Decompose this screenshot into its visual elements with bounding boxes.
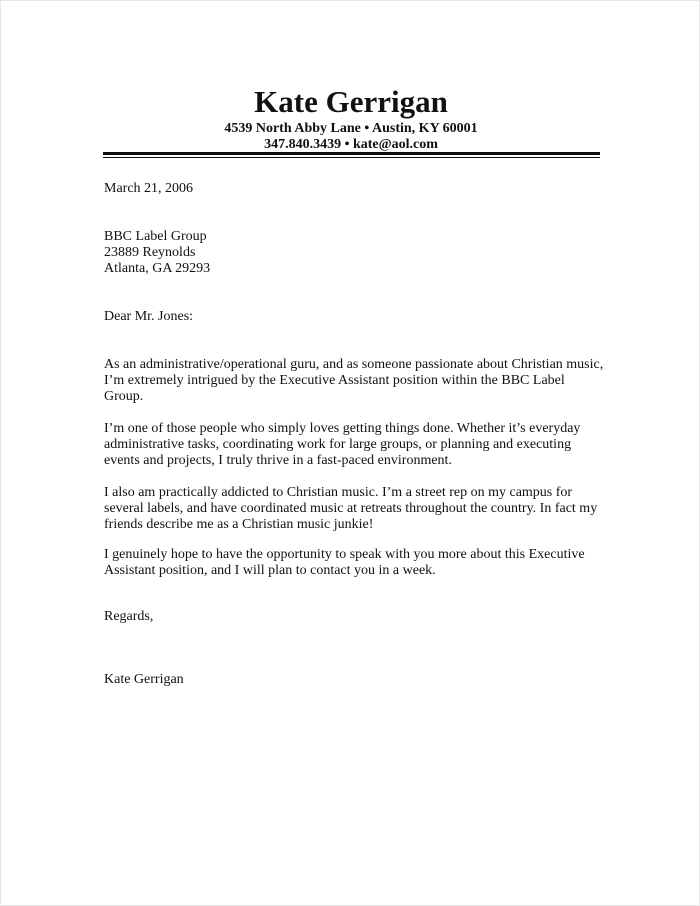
- letterhead: [1, 83, 700, 153]
- paragraph-line: I’m one of those people who simply loves getting things done. Whether it’s everyday: [104, 421, 581, 436]
- body-paragraph: [104, 421, 604, 469]
- body-paragraph: [104, 485, 604, 533]
- paragraph-line: Group.: [104, 389, 144, 404]
- paragraph-line: I also am practically addicted to Christian music. I’m a street rep on my campus for: [104, 485, 573, 500]
- signature-name: Kate Gerrigan: [104, 672, 184, 687]
- paragraph-line: administrative tasks, coordinating work for large groups, or planning and executing: [104, 437, 572, 452]
- body-paragraph: [104, 547, 604, 579]
- paragraph-line: I genuinely hope to have the opportunity to speak with you more about this Executive: [104, 547, 585, 562]
- sender-name: Kate Gerrigan: [254, 84, 448, 119]
- sender-contact: 347.840.3439 • kate@aol.com: [264, 137, 438, 152]
- letterhead-divider-thin: [103, 157, 600, 158]
- recipient-address: [104, 229, 604, 277]
- recipient-city: Atlanta, GA 29293: [104, 261, 211, 276]
- recipient-street: 23889 Reynolds: [104, 245, 196, 260]
- letterhead-divider-thick: [103, 152, 600, 155]
- closing: Regards,: [104, 609, 154, 624]
- paragraph-line: Assistant position, and I will plan to contact you in a week.: [104, 563, 436, 578]
- body-paragraph: [104, 357, 604, 405]
- recipient-company: BBC Label Group: [104, 229, 207, 244]
- sender-address: 4539 North Abby Lane • Austin, KY 60001: [224, 121, 478, 136]
- letter-date: March 21, 2006: [104, 181, 194, 196]
- paragraph-line: As an administrative/operational guru, and as someone passionate about Christian music,: [104, 357, 604, 372]
- paragraph-line: several labels, and have coordinated music at retreats throughout the country. In fact my: [104, 501, 598, 516]
- paragraph-line: I’m extremely intrigued by the Executive Assistant position within the BBC Label: [104, 373, 565, 388]
- salutation: Dear Mr. Jones:: [104, 309, 194, 324]
- paragraph-line: friends describe me as a Christian music junkie!: [104, 517, 374, 532]
- paragraph-line: events and projects, I truly thrive in a fast-paced environment.: [104, 453, 452, 468]
